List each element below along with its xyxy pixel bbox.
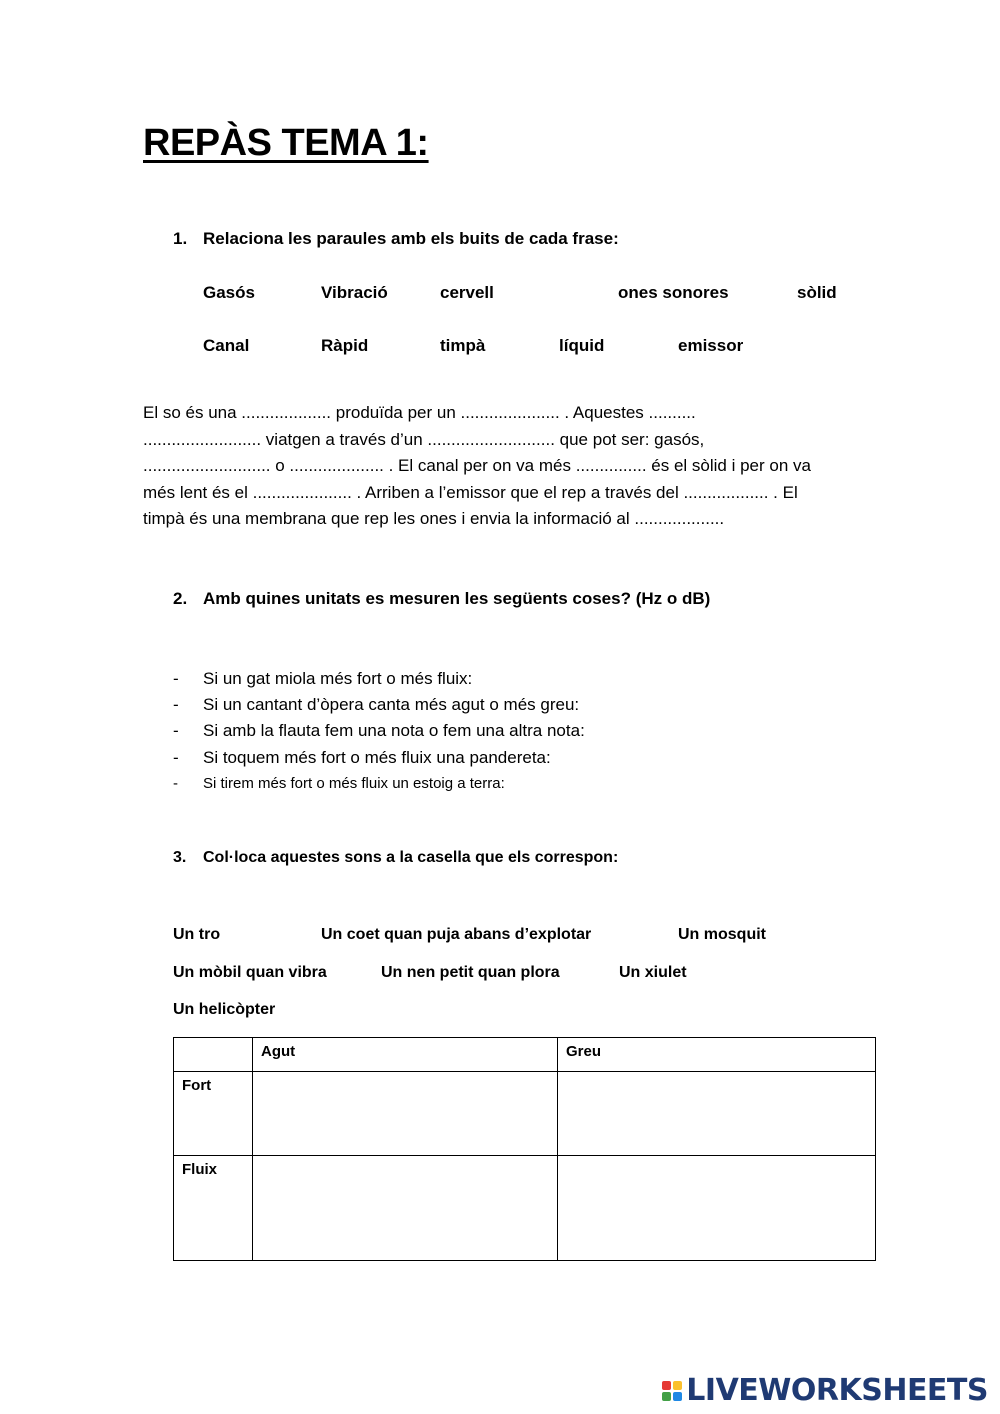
q1-instruction: Relaciona les paraules amb els buits de cada frase: (203, 229, 619, 248)
bullet-dash: - (173, 775, 178, 792)
paragraph-line: El so és una ................... produïda per un ..................... . Aquestes .......... (143, 403, 696, 422)
q1-fill-paragraph (143, 400, 858, 533)
sound-mosquit[interactable]: Un mosquit (678, 926, 766, 943)
liveworksheets-logo (662, 1373, 988, 1408)
word-ones-sonores[interactable]: ones sonores (618, 283, 729, 302)
q2-number: 2. (173, 589, 188, 608)
drop-cell-fort-greu[interactable] (558, 1072, 876, 1156)
paragraph-line: timpà és una membrana que rep les ones i envia la informació al ................... (143, 509, 725, 528)
word-solid[interactable]: sòlid (797, 283, 837, 302)
logo-badge-icon (662, 1381, 682, 1401)
bullet-dash: - (173, 669, 179, 688)
q2-item-opera: Si un cantant d’òpera canta més agut o més greu: (203, 695, 580, 714)
word-emissor[interactable]: emissor (678, 336, 744, 355)
word-liquid[interactable]: líquid (559, 336, 605, 355)
row-header-fort: Fort (174, 1072, 253, 1156)
word-rapid[interactable]: Ràpid (321, 336, 369, 355)
logo-square (662, 1381, 671, 1390)
classification-table (173, 1037, 876, 1261)
page-title: REPÀS TEMA 1: (143, 122, 429, 164)
table-corner-cell (174, 1038, 253, 1072)
column-header-agut: Agut (253, 1038, 558, 1072)
sound-tro[interactable]: Un tro (173, 926, 221, 943)
drop-cell-fort-agut[interactable] (253, 1072, 558, 1156)
q3-number: 3. (173, 849, 187, 866)
word-cervell[interactable]: cervell (440, 283, 494, 302)
q2-item-pencilcase: Si tirem més fort o més fluix un estoig a terra: (203, 775, 505, 792)
paragraph-line: ......................... viatgen a través d’un ........................... que pot ser: gasós, (143, 429, 705, 449)
word-canal[interactable]: Canal (203, 336, 250, 355)
drop-cell-fluix-greu[interactable] (558, 1156, 876, 1261)
sound-helicopter[interactable]: Un helicòpter (173, 1001, 276, 1018)
logo-square (662, 1392, 671, 1401)
q2-item-flute: Si amb la flauta fem una nota o fem una altra nota: (203, 721, 585, 740)
sound-coet[interactable]: Un coet quan puja abans d’explotar (321, 926, 592, 943)
word-timpa[interactable]: timpà (440, 336, 486, 355)
bullet-dash: - (173, 695, 179, 714)
bullet-dash: - (173, 721, 179, 740)
q2-item-tambourine: Si toquem més fort o més fluix una pandereta: (203, 748, 551, 767)
sound-xiulet[interactable]: Un xiulet (619, 964, 687, 981)
sound-mobil[interactable]: Un mòbil quan vibra (173, 964, 327, 981)
logo-square (673, 1381, 682, 1390)
q2-item-cat: Si un gat miola més fort o més fluix: (203, 669, 473, 688)
logo-text: LIVEWORKSHEETS (686, 1373, 988, 1408)
paragraph-line: més lent és el ..................... . Arriben a l’emissor que el rep a través del .................. . El (143, 482, 798, 502)
row-header-fluix: Fluix (174, 1156, 253, 1261)
column-header-greu: Greu (558, 1038, 876, 1072)
logo-square (673, 1392, 682, 1401)
drop-cell-fluix-agut[interactable] (253, 1156, 558, 1261)
q1-number: 1. (173, 229, 188, 248)
q2-instruction: Amb quines unitats es mesuren les següents coses? (Hz o dB) (203, 589, 711, 608)
word-vibracio[interactable]: Vibració (321, 283, 388, 302)
word-gasos[interactable]: Gasós (203, 283, 255, 302)
bullet-dash: - (173, 748, 179, 767)
q3-instruction: Col·loca aquestes sons a la casella que els correspon: (203, 849, 619, 866)
paragraph-line: ........................... o .................... . El canal per on va més ............... és el sòlid i per on va (143, 456, 811, 475)
sound-nen[interactable]: Un nen petit quan plora (381, 964, 560, 981)
